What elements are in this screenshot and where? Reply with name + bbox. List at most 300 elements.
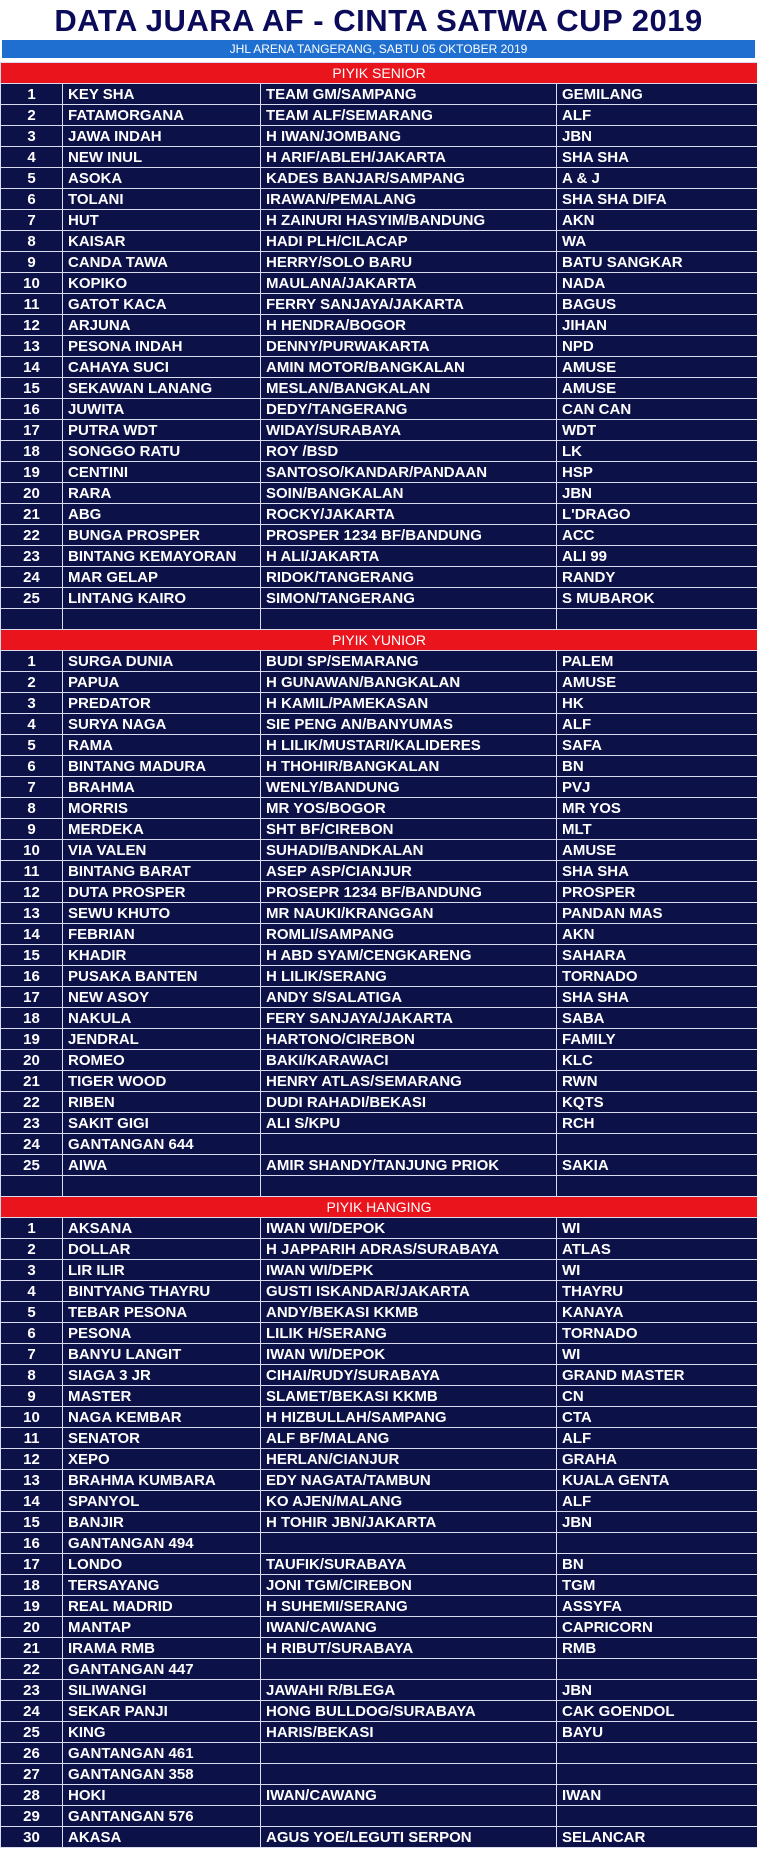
rank-cell: 11: [1, 294, 63, 315]
table-row: [1, 357, 757, 378]
team-cell: S MUBAROK: [557, 588, 757, 609]
team-cell: [557, 1176, 757, 1197]
table-row: [1, 336, 757, 357]
table-row: [1, 567, 757, 588]
team-cell: [557, 609, 757, 630]
bird-name-cell: SILIWANGI: [63, 1680, 261, 1701]
rank-cell: 5: [1, 735, 63, 756]
table-row: [1, 672, 757, 693]
rank-cell: [1, 1176, 63, 1197]
team-cell: WI: [557, 1344, 757, 1365]
table-row: [1, 168, 757, 189]
section-title: PIYIK YUNIOR: [1, 630, 757, 651]
bird-name-cell: SURYA NAGA: [63, 714, 261, 735]
rank-cell: 9: [1, 819, 63, 840]
team-cell: KUALA GENTA: [557, 1470, 757, 1491]
team-cell: PROSPER: [557, 882, 757, 903]
owner-cell: DUDI RAHADI/BEKASI: [261, 1092, 557, 1113]
rank-cell: 12: [1, 315, 63, 336]
rank-cell: 22: [1, 525, 63, 546]
table-row: [1, 1239, 757, 1260]
owner-cell: [261, 1176, 557, 1197]
team-cell: GRAHA: [557, 1449, 757, 1470]
bird-name-cell: SURGA DUNIA: [63, 651, 261, 672]
bird-name-cell: BRAHMA: [63, 777, 261, 798]
team-cell: L'DRAGO: [557, 504, 757, 525]
table-row: [1, 1827, 757, 1848]
bird-name-cell: AKSANA: [63, 1218, 261, 1239]
bird-name-cell: CENTINI: [63, 462, 261, 483]
bird-name-cell: HOKI: [63, 1785, 261, 1806]
table-row: [1, 1113, 757, 1134]
team-cell: ALF: [557, 1491, 757, 1512]
team-cell: KQTS: [557, 1092, 757, 1113]
owner-cell: KO AJEN/MALANG: [261, 1491, 557, 1512]
table-row: [1, 294, 757, 315]
table-row: [1, 1806, 757, 1827]
owner-cell: H THOHIR/BANGKALAN: [261, 756, 557, 777]
team-cell: WDT: [557, 420, 757, 441]
rank-cell: 23: [1, 1680, 63, 1701]
team-cell: CAK GOENDOL: [557, 1701, 757, 1722]
table-row: [1, 1260, 757, 1281]
table-row: [1, 840, 757, 861]
team-cell: ASSYFA: [557, 1596, 757, 1617]
owner-cell: PROSPER 1234 BF/BANDUNG: [261, 525, 557, 546]
rank-cell: 13: [1, 1470, 63, 1491]
owner-cell: H TOHIR JBN/JAKARTA: [261, 1512, 557, 1533]
bird-name-cell: RAMA: [63, 735, 261, 756]
bird-name-cell: CANDA TAWA: [63, 252, 261, 273]
owner-cell: H RIBUT/SURABAYA: [261, 1638, 557, 1659]
team-cell: CN: [557, 1386, 757, 1407]
rank-cell: 19: [1, 1029, 63, 1050]
table-row: [1, 1029, 757, 1050]
team-cell: JBN: [557, 483, 757, 504]
team-cell: PALEM: [557, 651, 757, 672]
bird-name-cell: TERSAYANG: [63, 1575, 261, 1596]
owner-cell: AMIN MOTOR/BANGKALAN: [261, 357, 557, 378]
bird-name-cell: PUSAKA BANTEN: [63, 966, 261, 987]
owner-cell: [261, 1764, 557, 1785]
bird-name-cell: RIBEN: [63, 1092, 261, 1113]
table-row: [1, 1407, 757, 1428]
owner-cell: SLAMET/BEKASI KKMB: [261, 1386, 557, 1407]
owner-cell: DENNY/PURWAKARTA: [261, 336, 557, 357]
table-row: [1, 945, 757, 966]
table-row: [1, 546, 757, 567]
owner-cell: SOIN/BANGKALAN: [261, 483, 557, 504]
bird-name-cell: HUT: [63, 210, 261, 231]
bird-name-cell: JAWA INDAH: [63, 126, 261, 147]
rank-cell: 6: [1, 756, 63, 777]
bird-name-cell: KAISAR: [63, 231, 261, 252]
team-cell: ALI 99: [557, 546, 757, 567]
rank-cell: 18: [1, 441, 63, 462]
owner-cell: ROY /BSD: [261, 441, 557, 462]
team-cell: HSP: [557, 462, 757, 483]
bird-name-cell: RARA: [63, 483, 261, 504]
owner-cell: [261, 1533, 557, 1554]
bird-name-cell: MANTAP: [63, 1617, 261, 1638]
bird-name-cell: GANTANGAN 358: [63, 1764, 261, 1785]
table-row: [1, 1218, 757, 1239]
rank-cell: 12: [1, 1449, 63, 1470]
table-row: [1, 1008, 757, 1029]
rank-cell: 19: [1, 1596, 63, 1617]
owner-cell: H ABD SYAM/CENGKARENG: [261, 945, 557, 966]
team-cell: KANAYA: [557, 1302, 757, 1323]
bird-name-cell: SEKAR PANJI: [63, 1701, 261, 1722]
rank-cell: 10: [1, 273, 63, 294]
team-cell: AKN: [557, 924, 757, 945]
rank-cell: 10: [1, 840, 63, 861]
team-cell: ACC: [557, 525, 757, 546]
bird-name-cell: REAL MADRID: [63, 1596, 261, 1617]
team-cell: GEMILANG: [557, 84, 757, 105]
team-cell: JBN: [557, 126, 757, 147]
table-row: [1, 777, 757, 798]
rank-cell: 17: [1, 420, 63, 441]
rank-cell: 4: [1, 1281, 63, 1302]
table-row: [1, 1785, 757, 1806]
team-cell: KLC: [557, 1050, 757, 1071]
bird-name-cell: GANTANGAN 447: [63, 1659, 261, 1680]
team-cell: BN: [557, 756, 757, 777]
team-cell: SHA SHA DIFA: [557, 189, 757, 210]
owner-cell: HENRY ATLAS/SEMARANG: [261, 1071, 557, 1092]
owner-cell: AMIR SHANDY/TANJUNG PRIOK: [261, 1155, 557, 1176]
table-row: [1, 1659, 757, 1680]
table-row: [1, 231, 757, 252]
rank-cell: 15: [1, 1512, 63, 1533]
table-row: [1, 252, 757, 273]
team-cell: BAGUS: [557, 294, 757, 315]
bird-name-cell: AIWA: [63, 1155, 261, 1176]
table-row: [1, 1512, 757, 1533]
bird-name-cell: LINTANG KAIRO: [63, 588, 261, 609]
owner-cell: MAULANA/JAKARTA: [261, 273, 557, 294]
rank-cell: 3: [1, 126, 63, 147]
rank-cell: 25: [1, 588, 63, 609]
table-row: [1, 147, 757, 168]
owner-cell: IWAN WI/DEPK: [261, 1260, 557, 1281]
owner-cell: DEDY/TANGERANG: [261, 399, 557, 420]
rank-cell: 29: [1, 1806, 63, 1827]
bird-name-cell: AKASA: [63, 1827, 261, 1848]
owner-cell: GUSTI ISKANDAR/JAKARTA: [261, 1281, 557, 1302]
team-cell: ATLAS: [557, 1239, 757, 1260]
table-row: [1, 1533, 757, 1554]
team-cell: MLT: [557, 819, 757, 840]
team-cell: SHA SHA: [557, 861, 757, 882]
table-row: [1, 735, 757, 756]
rank-cell: 30: [1, 1827, 63, 1848]
rank-cell: 9: [1, 1386, 63, 1407]
rank-cell: 11: [1, 861, 63, 882]
rank-cell: 2: [1, 672, 63, 693]
owner-cell: ANDY S/SALATIGA: [261, 987, 557, 1008]
bird-name-cell: KHADIR: [63, 945, 261, 966]
rank-cell: 26: [1, 1743, 63, 1764]
table-row: [1, 1575, 757, 1596]
table-row: [1, 714, 757, 735]
team-cell: JBN: [557, 1512, 757, 1533]
page-title: DATA JUARA AF - CINTA SATWA CUP 2019: [0, 0, 757, 40]
owner-cell: IWAN WI/DEPOK: [261, 1344, 557, 1365]
rank-cell: 1: [1, 651, 63, 672]
bird-name-cell: BINTANG MADURA: [63, 756, 261, 777]
rank-cell: 3: [1, 693, 63, 714]
owner-cell: H KAMIL/PAMEKASAN: [261, 693, 557, 714]
rank-cell: 24: [1, 1701, 63, 1722]
owner-cell: MR YOS/BOGOR: [261, 798, 557, 819]
table-row: [1, 105, 757, 126]
bird-name-cell: TEBAR PESONA: [63, 1302, 261, 1323]
team-cell: ALF: [557, 714, 757, 735]
owner-cell: IRAWAN/PEMALANG: [261, 189, 557, 210]
rank-cell: 28: [1, 1785, 63, 1806]
team-cell: RANDY: [557, 567, 757, 588]
table-row: [1, 819, 757, 840]
rank-cell: 23: [1, 1113, 63, 1134]
team-cell: ALF: [557, 1428, 757, 1449]
team-cell: BAYU: [557, 1722, 757, 1743]
team-cell: [557, 1806, 757, 1827]
table-row: [1, 189, 757, 210]
owner-cell: IWAN/CAWANG: [261, 1785, 557, 1806]
bird-name-cell: MORRIS: [63, 798, 261, 819]
owner-cell: FERRY SANJAYA/JAKARTA: [261, 294, 557, 315]
owner-cell: H HENDRA/BOGOR: [261, 315, 557, 336]
bird-name-cell: ARJUNA: [63, 315, 261, 336]
table-row: [1, 1470, 757, 1491]
bird-name-cell: NEW ASOY: [63, 987, 261, 1008]
rank-cell: 10: [1, 1407, 63, 1428]
table-row: [1, 609, 757, 630]
rank-cell: 16: [1, 966, 63, 987]
bird-name-cell: NAGA KEMBAR: [63, 1407, 261, 1428]
bird-name-cell: GANTANGAN 461: [63, 1743, 261, 1764]
table-row: [1, 1596, 757, 1617]
table-row: [1, 1155, 757, 1176]
bird-name-cell: SENATOR: [63, 1428, 261, 1449]
bird-name-cell: SEKAWAN LANANG: [63, 378, 261, 399]
bird-name-cell: FATAMORGANA: [63, 105, 261, 126]
table-row: [1, 966, 757, 987]
owner-cell: H HIZBULLAH/SAMPANG: [261, 1407, 557, 1428]
owner-cell: H LILIK/MUSTARI/KALIDERES: [261, 735, 557, 756]
owner-cell: H GUNAWAN/BANGKALAN: [261, 672, 557, 693]
rank-cell: 22: [1, 1092, 63, 1113]
team-cell: AMUSE: [557, 840, 757, 861]
owner-cell: SUHADI/BANDKALAN: [261, 840, 557, 861]
team-cell: WA: [557, 231, 757, 252]
team-cell: RMB: [557, 1638, 757, 1659]
rank-cell: 1: [1, 84, 63, 105]
team-cell: TGM: [557, 1575, 757, 1596]
bird-name-cell: SPANYOL: [63, 1491, 261, 1512]
team-cell: NADA: [557, 273, 757, 294]
owner-cell: [261, 1743, 557, 1764]
bird-name-cell: BINTANG BARAT: [63, 861, 261, 882]
rank-cell: 9: [1, 252, 63, 273]
table-row: [1, 1176, 757, 1197]
bird-name-cell: TIGER WOOD: [63, 1071, 261, 1092]
rank-cell: 6: [1, 1323, 63, 1344]
team-cell: AMUSE: [557, 357, 757, 378]
owner-cell: H LILIK/SERANG: [261, 966, 557, 987]
team-cell: [557, 1764, 757, 1785]
team-cell: AKN: [557, 210, 757, 231]
table-row: [1, 483, 757, 504]
table-row: [1, 441, 757, 462]
bird-name-cell: BANJIR: [63, 1512, 261, 1533]
owner-cell: TEAM GM/SAMPANG: [261, 84, 557, 105]
team-cell: NPD: [557, 336, 757, 357]
table-row: [1, 1344, 757, 1365]
team-cell: PANDAN MAS: [557, 903, 757, 924]
bird-name-cell: BANYU LANGIT: [63, 1344, 261, 1365]
owner-cell: [261, 1134, 557, 1155]
bird-name-cell: DOLLAR: [63, 1239, 261, 1260]
bird-name-cell: NAKULA: [63, 1008, 261, 1029]
team-cell: HK: [557, 693, 757, 714]
rank-cell: 7: [1, 1344, 63, 1365]
rank-cell: 8: [1, 231, 63, 252]
rank-cell: 17: [1, 987, 63, 1008]
team-cell: IWAN: [557, 1785, 757, 1806]
owner-cell: SIE PENG AN/BANYUMAS: [261, 714, 557, 735]
team-cell: FAMILY: [557, 1029, 757, 1050]
rank-cell: 3: [1, 1260, 63, 1281]
table-row: [1, 210, 757, 231]
table-row: [1, 1617, 757, 1638]
team-cell: A & J: [557, 168, 757, 189]
rank-cell: 25: [1, 1155, 63, 1176]
table-row: [1, 273, 757, 294]
bird-name-cell: BINTYANG THAYRU: [63, 1281, 261, 1302]
rank-cell: 20: [1, 1050, 63, 1071]
team-cell: SELANCAR: [557, 1827, 757, 1848]
bird-name-cell: PUTRA WDT: [63, 420, 261, 441]
owner-cell: KADES BANJAR/SAMPANG: [261, 168, 557, 189]
team-cell: SABA: [557, 1008, 757, 1029]
owner-cell: HADI PLH/CILACAP: [261, 231, 557, 252]
team-cell: SAFA: [557, 735, 757, 756]
owner-cell: [261, 1659, 557, 1680]
team-cell: SAHARA: [557, 945, 757, 966]
table-row: [1, 588, 757, 609]
owner-cell: RIDOK/TANGERANG: [261, 567, 557, 588]
owner-cell: ALF BF/MALANG: [261, 1428, 557, 1449]
team-cell: RWN: [557, 1071, 757, 1092]
rank-cell: 14: [1, 1491, 63, 1512]
table-row: [1, 903, 757, 924]
bird-name-cell: DUTA PROSPER: [63, 882, 261, 903]
owner-cell: AGUS YOE/LEGUTI SERPON: [261, 1827, 557, 1848]
owner-cell: TAUFIK/SURABAYA: [261, 1554, 557, 1575]
rank-cell: 8: [1, 798, 63, 819]
rank-cell: 14: [1, 924, 63, 945]
bird-name-cell: BRAHMA KUMBARA: [63, 1470, 261, 1491]
owner-cell: ASEP ASP/CIANJUR: [261, 861, 557, 882]
owner-cell: PROSEPR 1234 BF/BANDUNG: [261, 882, 557, 903]
bird-name-cell: ABG: [63, 504, 261, 525]
rank-cell: 13: [1, 903, 63, 924]
team-cell: PVJ: [557, 777, 757, 798]
rank-cell: 21: [1, 1638, 63, 1659]
table-row: [1, 420, 757, 441]
bird-name-cell: SAKIT GIGI: [63, 1113, 261, 1134]
team-cell: JIHAN: [557, 315, 757, 336]
owner-cell: BAKI/KARAWACI: [261, 1050, 557, 1071]
rank-cell: 2: [1, 1239, 63, 1260]
rank-cell: 18: [1, 1008, 63, 1029]
owner-cell: MR NAUKI/KRANGGAN: [261, 903, 557, 924]
table-row: [1, 1092, 757, 1113]
owner-cell: LILIK H/SERANG: [261, 1323, 557, 1344]
rank-cell: 15: [1, 945, 63, 966]
rank-cell: 12: [1, 882, 63, 903]
rank-cell: 20: [1, 483, 63, 504]
section-header-row: [1, 1197, 757, 1218]
team-cell: WI: [557, 1260, 757, 1281]
bird-name-cell: PREDATOR: [63, 693, 261, 714]
table-row: [1, 378, 757, 399]
owner-cell: ROMLI/SAMPANG: [261, 924, 557, 945]
owner-cell: H JAPPARIH ADRAS/SURABAYA: [261, 1239, 557, 1260]
table-row: [1, 756, 757, 777]
rank-cell: 5: [1, 1302, 63, 1323]
owner-cell: HARIS/BEKASI: [261, 1722, 557, 1743]
table-row: [1, 1050, 757, 1071]
owner-cell: IWAN/CAWANG: [261, 1617, 557, 1638]
team-cell: CAPRICORN: [557, 1617, 757, 1638]
rank-cell: 21: [1, 504, 63, 525]
bird-name-cell: GATOT KACA: [63, 294, 261, 315]
team-cell: WI: [557, 1218, 757, 1239]
rank-cell: 6: [1, 189, 63, 210]
owner-cell: CIHAI/RUDY/SURABAYA: [261, 1365, 557, 1386]
rank-cell: 15: [1, 378, 63, 399]
bird-name-cell: KOPIKO: [63, 273, 261, 294]
bird-name-cell: [63, 1176, 261, 1197]
table-row: [1, 1722, 757, 1743]
bird-name-cell: ROMEO: [63, 1050, 261, 1071]
table-row: [1, 504, 757, 525]
bird-name-cell: VIA VALEN: [63, 840, 261, 861]
table-row: [1, 924, 757, 945]
team-cell: TORNADO: [557, 966, 757, 987]
table-row: [1, 882, 757, 903]
owner-cell: H ALI/JAKARTA: [261, 546, 557, 567]
rank-cell: 7: [1, 210, 63, 231]
rank-cell: [1, 609, 63, 630]
bird-name-cell: GANTANGAN 494: [63, 1533, 261, 1554]
bird-name-cell: GANTANGAN 576: [63, 1806, 261, 1827]
table-row: [1, 987, 757, 1008]
table-row: [1, 315, 757, 336]
bird-name-cell: KING: [63, 1722, 261, 1743]
bird-name-cell: JUWITA: [63, 399, 261, 420]
table-row: [1, 1323, 757, 1344]
table-row: [1, 798, 757, 819]
bird-name-cell: XEPO: [63, 1449, 261, 1470]
table-row: [1, 462, 757, 483]
owner-cell: ANDY/BEKASI KKMB: [261, 1302, 557, 1323]
owner-cell: ALI S/KPU: [261, 1113, 557, 1134]
